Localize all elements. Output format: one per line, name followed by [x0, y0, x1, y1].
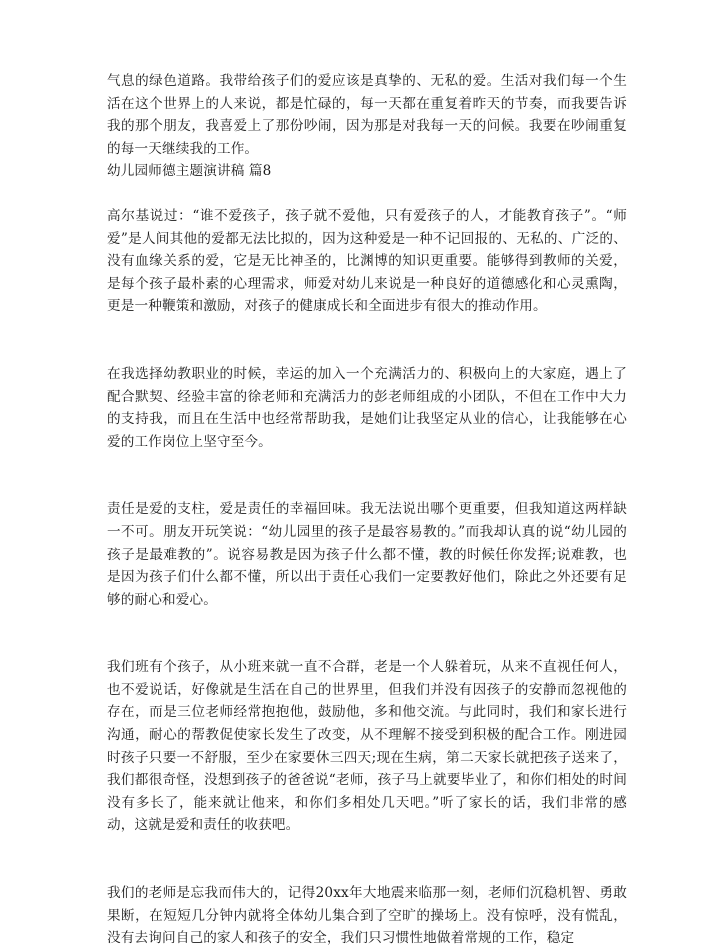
paragraph-2: 在我选择幼教职业的时候，幸运的加入一个充满活力的、积极向上的大家庭，遇上了配合默契、经验丰富的徐老师和充满活力的彭老师组成的小团队，不但在工作中大力的支持我，而且在生活中也经常帮助我，是她们让我坚定从业的信心，让我能够在心爱的工作岗位上坚守至今。	[107, 365, 627, 450]
paragraph-4: 我们班有个孩子，从小班来就一直不合群，老是一个人躲着玩，从来不直视任何人，也不爱说话，好像就是生活在自己的世界里，但我们并没有因孩子的安静而忽视他的存在，而是三位老师经常抱抱他，鼓励他，多和他交流。与此同时，我们和家长进行沟通，耐心的帮教促使家长发生了改变，从不理解不接受到积极的配合工作。刚进园时孩子只要一不舒服，至少在家要休三四天;现在生病，第二天家长就把孩子送来了，我们都很奇怪，没想到孩子的爸爸说“老师，孩子马上就要毕业了，和你们相处的时间没有多长了，能来就让他来，和你们多相处几天吧。”听了家长的话，我们非常的感动，这就是爱和责任的收获吧。	[107, 659, 627, 834]
paragraph-1: 高尔基说过：“谁不爱孩子，孩子就不爱他，只有爱孩子的人，才能教育孩子”。“师爱”是人间其他的爱都无法比拟的，因为这种爱是一种不记回报的、无私的、广泛的、没有血缘关系的爱，它是无比神圣的，比渊博的知识更重要。能够得到教师的关爱，是每个孩子最朴素的心理需求，师爱对幼儿来说是一种良好的道德感化和心灵熏陶，更是一种鞭策和激励，对孩子的健康成长和全面进步有很大的推动作用。	[107, 207, 627, 315]
paragraph-5: 我们的老师是忘我而伟大的，记得20xx年大地震来临那一刻，老师们沉稳机智、勇敢果断，在短短几分钟内就将全体幼儿集合到了空旷的操场上。没有惊呼，没有慌乱，没有去询问自己的家人和孩子的安全，我们只习惯性地做着常规的工作，稳定	[107, 885, 627, 947]
section-title: 幼儿园师德主题演讲稿 篇8	[107, 163, 272, 180]
document-body	[107, 70, 627, 950]
opening-paragraph: 气息的绿色道路。我带给孩子们的爱应该是真挚的、无私的爱。生活对我们每一个生活在这个世界上的人来说，都是忙碌的，每一天都在重复着昨天的节奏，而我要告诉我的那个朋友，我喜爱上了那份吵闹，因为那是对我每一天的问候。我要在吵闹重复的每一天继续我的工作。	[107, 73, 627, 157]
paragraph-3: 责任是爱的支柱，爱是责任的幸福回味。我无法说出哪个更重要，但我知道这两样缺一不可。朋友开玩笑说：“幼儿园里的孩子是最容易教的。”而我却认真的说“幼儿园的孩子是最难教的”。说容易教是因为孩子什么都不懂，教的时候任你发挥;说难教，也是因为孩子们什么都不懂，所以出于责任心我们一定要教好他们，除此之外还要有足够的耐心和爱心。	[107, 501, 627, 608]
